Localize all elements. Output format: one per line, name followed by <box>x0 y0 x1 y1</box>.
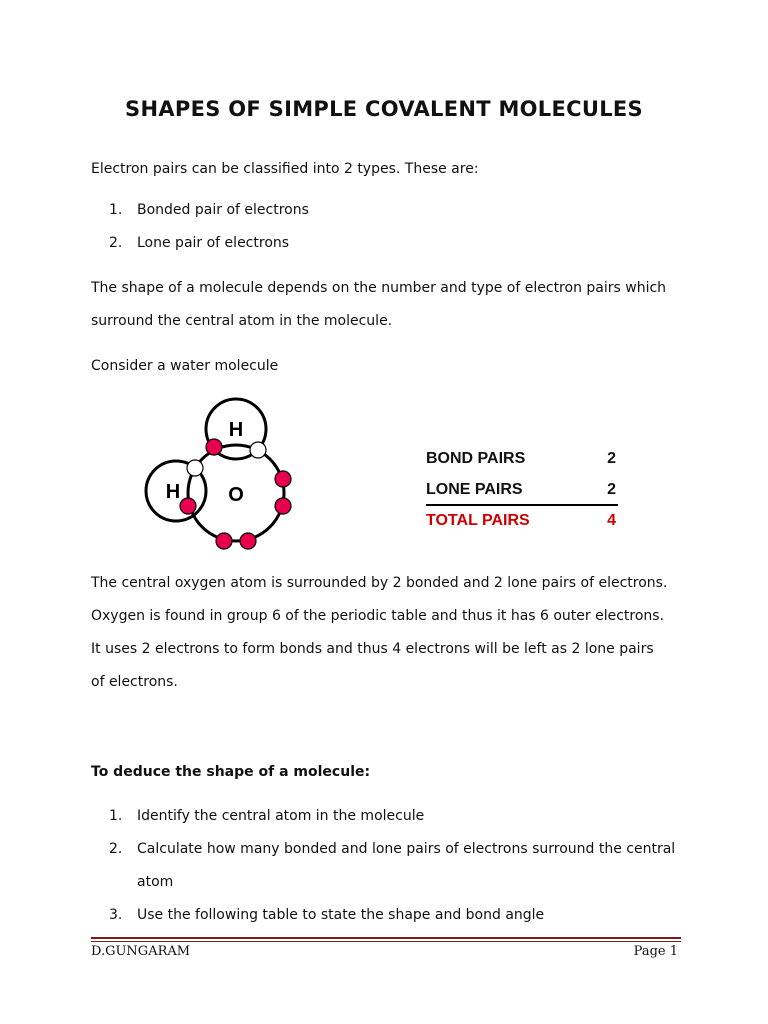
footer-page-number: Page 1 <box>633 944 678 959</box>
table-divider <box>426 504 618 506</box>
footer-rule <box>91 937 681 939</box>
water-molecule-diagram <box>140 395 310 555</box>
steps-list <box>109 800 709 932</box>
atom-h-top-label: H <box>228 419 244 441</box>
hydrogen-electron-dot <box>250 442 266 458</box>
page-title: SHAPES OF SIMPLE COVALENT MOLECULES <box>125 97 643 121</box>
oxygen-electron-dot <box>206 439 222 455</box>
hydrogen-electron-dot <box>187 460 203 476</box>
list-item: 1. Identify the central atom in the molecule <box>109 808 425 824</box>
oxygen-electron-dot <box>275 498 291 514</box>
oxygen-electron-dot <box>216 533 232 549</box>
oxygen-electron-dot <box>275 471 291 487</box>
list-item: 2. Calculate how many bonded and lone pairs of electrons surround the central atom <box>109 841 676 890</box>
table-row: BOND PAIRS 2 <box>426 450 616 467</box>
atom-h-left-label: H <box>165 481 181 503</box>
oxygen-paragraph: The central oxygen atom is surrounded by 2 bonded and 2 lone pairs of electrons. Oxygen is found in group 6 of the periodic table and thus it has 6 outer electrons. It uses 2 electrons to form bonds and thus 4 electrons will be left as 2 lone pairs of electrons. <box>91 575 668 690</box>
footer-rule-thin <box>91 941 681 942</box>
intro-text: Electron pairs can be classified into 2 types. These are: <box>91 161 479 177</box>
consider-text: Consider a water molecule <box>91 358 279 374</box>
atom-o-label: O <box>228 484 244 506</box>
list-item: 1. Bonded pair of electrons <box>109 202 309 218</box>
table-row: LONE PAIRS 2 <box>426 481 616 498</box>
footer-author: D.GUNGARAM <box>91 944 191 959</box>
table-total-row: TOTAL PAIRS 4 <box>426 512 616 529</box>
list-item: 2. Lone pair of electrons <box>109 235 290 251</box>
shape-paragraph: The shape of a molecule depends on the number and type of electron pairs which surround the central atom in the molecule. <box>91 280 667 329</box>
deduce-heading: To deduce the shape of a molecule: <box>91 764 371 780</box>
types-list <box>109 194 709 260</box>
list-item: 3. Use the following table to state the shape and bond angle <box>109 907 545 923</box>
oxygen-electron-dot <box>180 498 196 514</box>
oxygen-electron-dot <box>240 533 256 549</box>
